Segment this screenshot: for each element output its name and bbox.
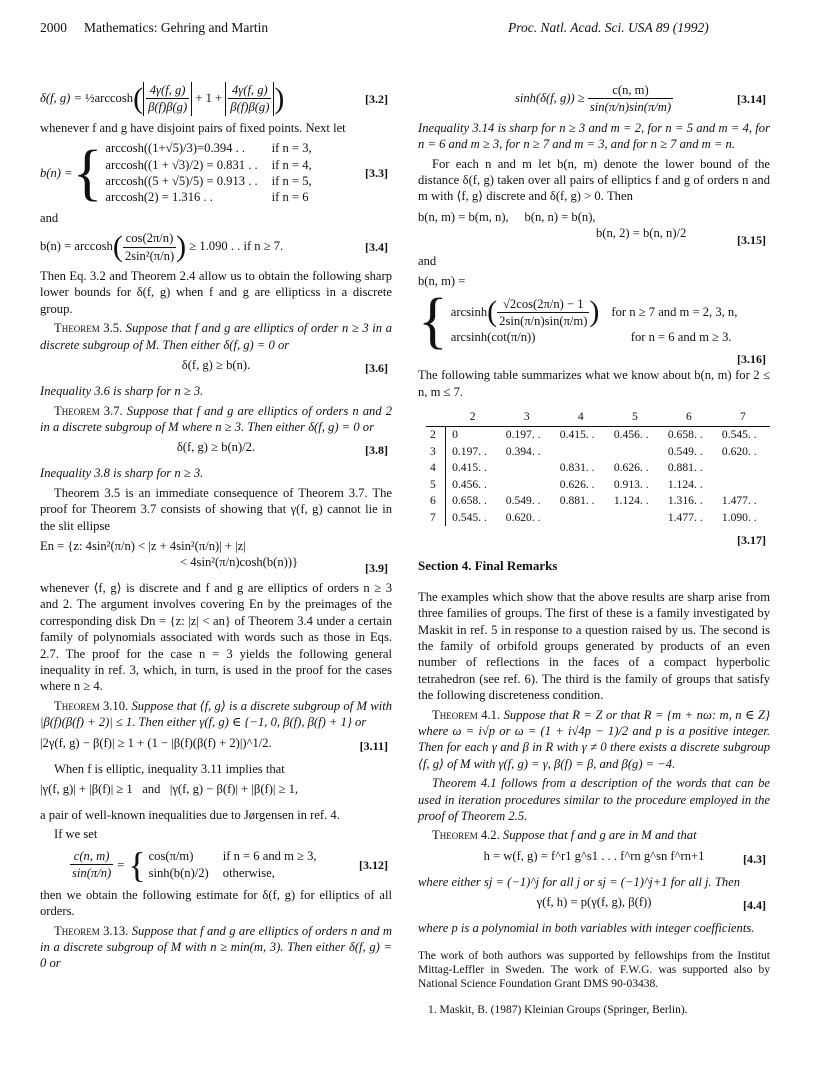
table-cell: 0.415. . xyxy=(452,461,487,475)
table-row xyxy=(426,427,770,444)
paragraph: Theorem 4.1 follows from a description of the words that can be used in iteration procedures similar to the procedure employed in the proof of Theorem 2.5. xyxy=(418,776,770,823)
theorem-4-1: Theorem 4.1. Suppose that R = Z or that R = {m + nω: m, n ∈ Z} where ω = i√p or ω = (1 + i√4p − 1)/2 and p is a positive integer. Then for each γ and β in R with γ ≠ 0 there exists a discrete subgroup ⟨f, g⟩ of M with γ(f, g) = γ, β(f) = β, and β(g) = −4. xyxy=(418,707,770,771)
paragraph: and xyxy=(40,210,59,225)
equation-number: [3.17] xyxy=(737,532,766,547)
equation-3-3: b(n) = { arccosh((1+√5)/3)=0.394 . . if n = 3, arccosh((1 + √3)/2) = 0.831 . . if n = 4, arccosh((5 + √5)/5) = 0.913 . . if n = 5, arccosh(2) = 1.316 . . if n = 6 [3.3] xyxy=(40,139,388,208)
table-cell: 0.394. . xyxy=(505,444,541,458)
equation-number: [4.4] xyxy=(743,898,766,913)
case-condition: if n = 6 xyxy=(271,190,309,205)
table-row-header: 4 xyxy=(426,460,446,476)
table-row-header: 3 xyxy=(426,444,446,460)
equation-4-4: γ(f, h) = p(γ(f, g), β(f)) [4.4] xyxy=(536,895,766,913)
table-cell: 0.456. . xyxy=(613,428,649,442)
equation-3-11: |2γ(f, g) − β(f)| ≥ 1 + (1 − |β(f)(β(f) + 2)|)^1/2. [3.11] xyxy=(40,735,388,753)
table-cell: 0.545. . xyxy=(452,510,487,524)
table-3-17 xyxy=(418,408,770,548)
case-condition: if n = 4, xyxy=(271,157,312,172)
equation-number: [3.2] xyxy=(365,91,388,106)
table-cell xyxy=(500,477,554,493)
table-row-header: 5 xyxy=(426,477,446,493)
acknowledgments: The work of both authors was supported by fellowships from the Institut Mittag-Leffler in Sweden. The work of F.W.G. was supported also by National Science Foundation Grant DMS 90-03438. xyxy=(418,949,770,991)
case-expression: sinh(b(n)/2) xyxy=(148,865,209,880)
section-heading: Section 4. Final Remarks xyxy=(418,558,558,574)
table-cell xyxy=(716,477,770,493)
equation-3-2: δ(f, g) = ½arccosh( $\frac{4\gamma(f, g)}{\beta(f)\beta(g)}$ + 1 + $\frac{4\gamma(f, g)}{\beta(f)\beta(g)}$ ) [3.2] xyxy=(40,81,388,115)
table-cell: 0.626. . xyxy=(613,461,649,475)
table-cell: 0.658. . xyxy=(452,494,487,508)
table-cell: 0.626. . xyxy=(559,477,595,491)
table-column-header: 6 xyxy=(662,408,716,427)
paragraph: whenever ⟨f, g⟩ is discrete and f and g are elliptics of orders n ≥ 3 and 2. The argument involves covering En by the preimages of the corresponding disk Dn = {z: |z| < an} of Theorem 3.4 under a certain family of polynomials associated with words such as those in Eqs. 2.7. The proof for the case n = 3 yields the following general inequality in ref. 3, which, in turn, is used in the proof for the cases where n ≥ 4. xyxy=(40,580,392,694)
case-expression: arccosh((1 + √3)/2) = 0.831 . . xyxy=(105,157,258,172)
paragraph: When f is elliptic, inequality 3.11 implies that xyxy=(54,761,285,776)
case-expression: arccosh((1+√5)/3)=0.394 . . xyxy=(105,141,246,156)
case-expression: cos(π/m) xyxy=(148,849,194,864)
equation-number: [3.16] xyxy=(737,351,766,366)
table-cell xyxy=(716,460,770,476)
equation-number: [3.3] xyxy=(365,165,388,180)
paragraph: whenever f and g have disjoint pairs of fixed points. Next let xyxy=(40,120,346,135)
table-cell: 1.124. . xyxy=(667,477,703,491)
theorem-3-7: Theorem 3.7. Suppose that f and g are elliptics of orders n and 2 in a discrete subgroup of M where n ≥ 3. Then either δ(f, g) = 0 or xyxy=(40,403,393,434)
table-cell: 1.316. . xyxy=(667,494,703,508)
eq39-line2: < 4sin²(π/n)cosh(b(n))} xyxy=(180,555,299,570)
theorem-4-2: Theorem 4.2. Suppose that f and g are in M and that xyxy=(432,828,697,843)
case-condition: if n = 5, xyxy=(271,174,312,189)
page-number: 2000 xyxy=(40,20,67,35)
table-cell: 0.881. . xyxy=(559,494,595,508)
table-cell: 0.415. . xyxy=(559,428,595,442)
table-cell xyxy=(554,444,608,460)
table-cell: 0.658. . xyxy=(667,428,703,442)
table-cell xyxy=(554,510,608,526)
equation-3-12: $\frac{c(n, m)}{\sin(\pi/n)}$ = { cos(π/m) if n = 6 and m ≥ 3, sinh(b(n)/2) otherwise, [3.12] xyxy=(72,844,388,885)
table-cell: 0.197. . xyxy=(505,428,541,442)
table-row xyxy=(426,477,770,493)
equation-3-15: b(n, m) = b(m, n), b(n, n) = b(n), b(n, 2) = b(n, n)/2 [3.15] xyxy=(418,209,766,248)
bnm-table xyxy=(426,408,770,526)
bn-cases xyxy=(105,140,311,206)
equation-3-8: δ(f, g) ≥ b(n)/2. [3.8] xyxy=(176,440,388,458)
equation-number: [3.12] xyxy=(359,857,388,872)
case-condition: otherwise, xyxy=(222,865,275,880)
table-cell: 0.620. . xyxy=(721,444,757,458)
case-condition: if n = 6 and m ≥ 3, xyxy=(222,849,317,864)
theorem-3-13: Theorem 3.13. Suppose that f and g are elliptics of orders n and m in a discrete subgroup of M with n ≥ min(m, 3). Then either δ(f, g) = 0 or xyxy=(40,923,392,971)
table-column-header: 2 xyxy=(446,408,500,427)
paragraph: a pair of well-known inequalities due to Jørgensen in ref. 4. xyxy=(40,808,340,822)
equation-3-16: b(n, m) = { arcsinh ( $\frac{√2\cos(2\pi/n) - 1}{2\sin(\pi/n)\sin(\pi/m)}$ ) for n ≥ 7 and m = 2, 3, n, arcsinh(cot(π/n)) for n = 6 and m ≥ 3. [3.16] xyxy=(418,274,766,366)
table-cell: 0.913. . xyxy=(613,477,649,491)
table-cell: 0.456. . xyxy=(452,477,487,491)
theorem-3-10: Theorem 3.10. Suppose that ⟨f, g⟩ is a discrete subgroup of M with |β(f)(β(f) + 2)| ≤ 1. Then either γ(f, g) ∈ {−1, 0, β(f), β(f) + 1} or xyxy=(40,698,393,730)
eq32-numerator-2: 4γ(f, g) xyxy=(228,82,271,99)
paragraph: where p is a polynomial in both variables with integer coefficients. xyxy=(418,921,755,936)
table-row xyxy=(426,510,770,526)
equation-number: [3.8] xyxy=(365,443,388,458)
table-cell: 0.881. . xyxy=(667,461,703,475)
table-column-header: 5 xyxy=(608,408,662,427)
paragraph: then we obtain the following estimate for δ(f, g) for elliptics of all orders. xyxy=(40,887,392,919)
equation-number: [3.15] xyxy=(737,233,766,248)
paragraph: where either sj = (−1)^j for all j or sj = (−1)^j+1 for all j. Then xyxy=(418,874,741,889)
table-cell: 0 xyxy=(452,428,458,442)
case-expression: arccosh(2) = 1.316 . . xyxy=(105,190,213,205)
equation-4-3: h = w(f, g) = f^r1 g^s1 . . . f^rn g^sn f^rn+1 [4.3] xyxy=(483,848,766,866)
paragraph: The following table summarizes what we know about b(n, m) for 2 ≤ n, m ≤ 7. xyxy=(418,368,770,399)
table-cell: 0.620. . xyxy=(505,510,541,524)
paragraph: and xyxy=(418,253,437,268)
table-cell: 1.124. . xyxy=(613,494,649,508)
left-column xyxy=(40,82,392,975)
table-column-header: 4 xyxy=(554,408,608,427)
table-cell xyxy=(608,444,662,460)
running-title: Mathematics: Gehring and Martin xyxy=(84,20,269,35)
equation-3-14: sinh(δ(f, g)) ≥ $\frac{c(n, m)}{\sin(\pi/n)\sin(\pi/m)}$ [3.14] xyxy=(514,83,766,115)
table-cell: 0.545. . xyxy=(721,428,757,442)
table-column-header: 7 xyxy=(716,408,770,427)
paragraph: Inequality 3.14 is sharp for n ≥ 3 and m = 2, for n = 5 and m = 4, for n = 6 and m ≥ 3, for n ≥ 7 and m = 3, and for n ≥ 7 and m = n. xyxy=(418,120,770,152)
paragraph: Then Eq. 3.2 and Theorem 2.4 allow us to obtain the following sharp lower bounds for δ(f, g) when f and g are ellipticss in a discrete group. xyxy=(40,269,392,316)
reference-1: 1. Maskit, B. (1987) Kleinian Groups (Springer, Berlin). xyxy=(428,1003,688,1016)
table-cell: 0.197. . xyxy=(452,444,487,458)
case-condition: if n = 3, xyxy=(271,141,312,156)
journal-citation: Proc. Natl. Acad. Sci. USA 89 (1992) xyxy=(508,20,709,35)
table-cell: 0.549. . xyxy=(667,444,703,458)
right-column xyxy=(418,82,770,1018)
paragraph: For each n and m let b(n, m) denote the lower bound of the distance δ(f, g) taken over all pairs of elliptics f and g of orders n and m with ⟨f, g⟩ discrete and δ(f, g) > 0. Then xyxy=(418,156,770,204)
equation-number: [3.11] xyxy=(359,738,388,753)
table-column-header: 3 xyxy=(500,408,554,427)
paragraph: Inequality 3.8 is sharp for n ≥ 3. xyxy=(40,466,204,481)
equation-number: [4.3] xyxy=(743,851,766,866)
equation-number: [3.9] xyxy=(365,560,388,575)
equation-number: [3.14] xyxy=(737,91,766,106)
paragraph: The examples which show that the above results are sharp arise from three families of groups. The first of these is a family investigated by Maskit in ref. 5 in response to a question raised by us. The second is the family of orbifold groups generated by products of an even number of reflections in the faces of a compact hyperbolic tetrahedron (see ref. 6). The third is the family of groups that satisfy the following discreteness condition. xyxy=(418,589,770,703)
equation-3-9 xyxy=(40,538,392,576)
eq32-denominator-2: β(f)β(g) xyxy=(230,100,270,115)
table-column-header xyxy=(426,408,446,427)
theorem-3-5: Theorem 3.5. Suppose that f and g are elliptics of order n ≥ 3 in a discrete subgroup of M. Then either δ(f, g) = 0 or xyxy=(40,321,392,352)
equation-number: [3.6] xyxy=(365,360,388,375)
table-row-header: 2 xyxy=(426,427,446,444)
table-row xyxy=(426,493,770,509)
table-cell: 1.477. . xyxy=(667,510,703,524)
eq39-line1: En = {z: 4sin²(π/n) < |z + 4sin²(π/n)| + |z| xyxy=(40,538,246,553)
table-cell: 0.831. . xyxy=(559,461,595,475)
paragraph: If we set xyxy=(54,827,98,842)
table-cell: 1.090. . xyxy=(721,510,757,524)
eq312-cases xyxy=(149,848,317,881)
equation-3-4: b(n) = arccosh( $\frac{\cos(2\pi/n)}{\text{2sin²(π/n)}}$ ) ≥ 1.090 . . if n ≥ 7. [3.4] xyxy=(40,230,388,264)
table-cell xyxy=(608,510,662,526)
table-cell: 0.549. . xyxy=(505,494,541,508)
table-row xyxy=(426,460,770,476)
paragraph: Theorem 3.5 is an immediate consequence of Theorem 3.7. The proof for Theorem 3.7 consists of showing that γ(f, g) cannot lie in the slit ellipse xyxy=(40,485,392,533)
equation-3-6: δ(f, g) ≥ b(n). [3.6] xyxy=(181,358,388,375)
case-expression: arccosh((5 + √5)/5) = 0.913 . . xyxy=(105,174,258,189)
table-row-header: 6 xyxy=(426,493,446,509)
table-row-header: 7 xyxy=(426,510,446,526)
table-row xyxy=(426,444,770,460)
jorgensen-inequalities: |γ(f, g)| + |β(f)| ≥ 1 and |γ(f, g) − β(f)| + |β(f)| ≥ 1, xyxy=(40,782,299,796)
equation-number: [3.4] xyxy=(365,239,388,254)
table-cell: 1.477. . xyxy=(721,494,757,508)
paragraph: Inequality 3.6 is sharp for n ≥ 3. xyxy=(40,384,204,399)
table-cell xyxy=(500,460,554,476)
